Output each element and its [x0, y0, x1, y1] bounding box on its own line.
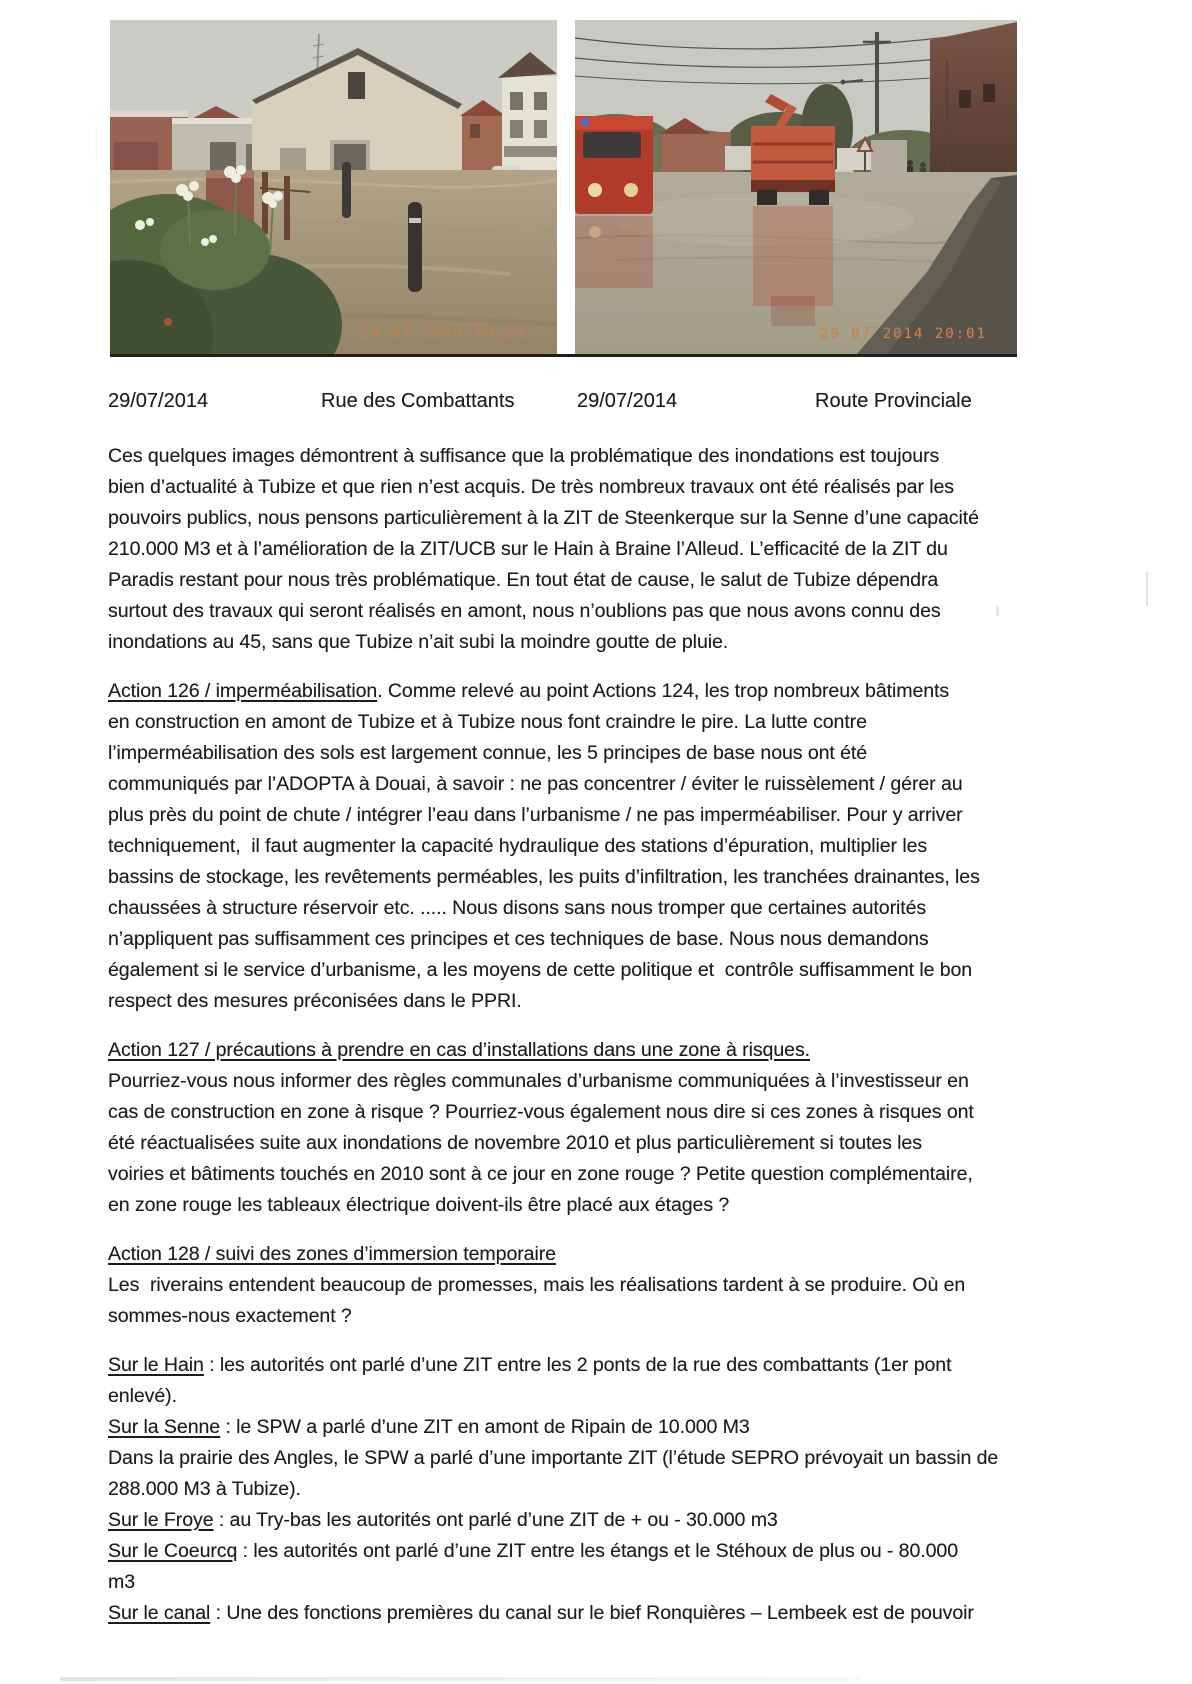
text-line: en zone rouge les tableaux électrique doivent-ils être placé aux étages ? [108, 1194, 730, 1216]
text-line: Les riverains entendent beaucoup de promesses, mais les réalisations tardent à se produire. Où en [108, 1274, 966, 1296]
text-line: pouvoirs publics, nous pensons particulièrement à la ZIT de Steenkerque sur la Senne d’une capacité [108, 507, 979, 529]
text-line: également si le service d’urbanisme, a les moyens de cette politique et contrôle suffisamment le bon [108, 959, 973, 981]
text-line: Sur le Froye : au Try-bas les autorités ont parlé d’une ZIT de + ou - 30.000 m3 [108, 1509, 778, 1531]
text-line: Ces quelques images démontrent à suffisance que la problématique des inondations est toujours [108, 445, 940, 467]
action-128-paragraph [108, 1239, 1138, 1332]
text-line: Pourriez-vous nous informer des règles communales d’urbanisme communiquées à l’investisseur en [108, 1070, 969, 1092]
text-line: Action 127 / précautions à prendre en cas d’installations dans une zone à risques. [108, 1039, 810, 1061]
caption-location-left: Rue des Combattants [321, 390, 515, 412]
text-line: respect des mesures préconisées dans le PPRI. [108, 990, 522, 1012]
text-line: surtout des travaux qui seront réalisés en amont, nous n’oublions pas que nous avons connu des [108, 600, 941, 622]
text-line: techniquement, il faut augmenter la capacité hydraulique des stations d’épuration, multiplier les [108, 835, 928, 857]
text-line: sommes-nous exactement ? [108, 1305, 352, 1327]
text-line: voiries et bâtiments touchés en 2010 sont à ce jour en zone rouge ? Petite question complémentaire, [108, 1163, 973, 1185]
flood-scene-street-icon [110, 20, 557, 354]
photo-timestamp: 29 07 2014 20:01 [820, 326, 987, 342]
photo-route-provinciale [575, 20, 1017, 354]
text-line: été réactualisées suite aux inondations de novembre 2010 et plus particulièrement si toutes les [108, 1132, 922, 1154]
document-body [108, 441, 1138, 1629]
photo-rue-des-combattants [110, 20, 557, 354]
text-line: 288.000 M3 à Tubize). [108, 1478, 301, 1500]
text-line: cas de construction en zone à risque ? Pourriez-vous également nous dire si ces zones à risques ont [108, 1101, 974, 1123]
action-127-paragraph [108, 1035, 1138, 1221]
text-line: Paradis restant pour nous très problématique. En tout état de cause, le salut de Tubize dépendra [108, 569, 939, 591]
text-line: Action 126 / imperméabilisation. Comme relevé au point Actions 124, les trop nombreux bâtiments [108, 680, 950, 702]
text-line: bassins de stockage, les revêtements perméables, les puits d’infiltration, les tranchées drainantes, les [108, 866, 980, 888]
zit-locations-list [108, 1350, 1138, 1629]
text-line: Sur le canal : Une des fonctions premières du canal sur le bief Ronquières – Lembeek est de pouvoir [108, 1602, 974, 1624]
scan-artifact [60, 1677, 860, 1681]
text-line: l’imperméabilisation des sols est largement connue, les 5 principes de base nous ont été [108, 742, 868, 764]
caption-date-right: 29/07/2014 [577, 390, 678, 412]
text-line: plus près du point de chute / intégrer l’eau dans l’urbanisme / ne pas imperméabiliser. Pour y arriver [108, 804, 963, 826]
text-line: bien d’actualité à Tubize et que rien n’est acquis. De très nombreux travaux ont été réalisés par les [108, 476, 954, 498]
text-line: en construction en amont de Tubize et à Tubize nous font craindre le pire. La lutte contre [108, 711, 867, 733]
caption-date-left: 29/07/2014 [108, 390, 209, 412]
action-126-paragraph [108, 676, 1138, 1017]
caption-location-right: Route Provinciale [815, 390, 972, 412]
intro-paragraph [108, 441, 1138, 658]
scan-artifact [1146, 572, 1148, 606]
text-line: m3 [108, 1571, 136, 1593]
text-line: Sur le Coeurcq : les autorités ont parlé d’une ZIT entre les étangs et le Stéhoux de plus ou - 80.000 [108, 1540, 959, 1562]
text-line: Sur la Senne : le SPW a parlé d’une ZIT en amont de Ripain de 10.000 M3 [108, 1416, 750, 1438]
photo-timestamp: 29 07 2014 19:51 [360, 326, 527, 342]
text-line: Dans la prairie des Angles, le SPW a parlé d’une importante ZIT (l’étude SEPRO prévoyait un bassin de [108, 1447, 999, 1469]
text-line: Sur le Hain : les autorités ont parlé d’une ZIT entre les 2 ponts de la rue des combattants (1er pont [108, 1354, 952, 1376]
flood-scene-road-icon [575, 20, 1017, 354]
text-line: chaussées à structure réservoir etc. ..... Nous disons sans nous tromper que certaines autorités [108, 897, 927, 919]
text-line: enlevé). [108, 1385, 177, 1407]
photo-captions-row [108, 390, 1108, 416]
text-line: communiqués par l’ADOPTA à Douai, à savoir : ne pas concentrer / éviter le ruissèlement / gérer au [108, 773, 963, 795]
photos-row [110, 20, 1017, 354]
text-line: n’appliquent pas suffisamment ces principes et ces techniques de base. Nous nous demandons [108, 928, 929, 950]
photo-bottom-border [110, 354, 1017, 357]
text-line: 210.000 M3 et à l’amélioration de la ZIT/UCB sur le Hain à Braine l’Alleud. L’efficacité de la ZIT du [108, 538, 948, 560]
text-line: Action 128 / suivi des zones d’immersion temporaire [108, 1243, 556, 1265]
text-line: inondations au 45, sans que Tubize n’ait subi la moindre goutte de pluie. [108, 631, 729, 653]
